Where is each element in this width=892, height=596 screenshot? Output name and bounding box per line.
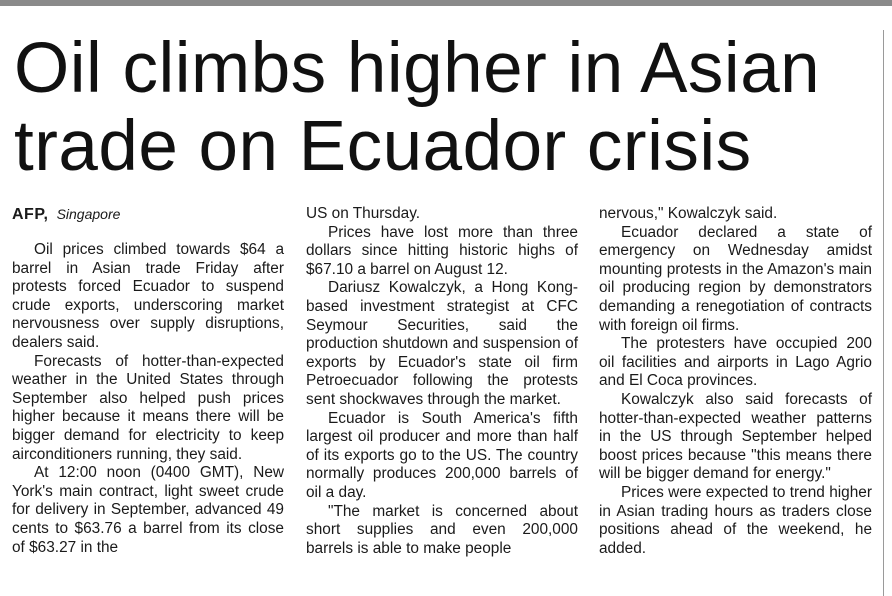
paragraph-continued: US on Thursday. [306,205,421,222]
article-column-2 [306,205,578,558]
top-border-bar [0,0,892,6]
paragraph: "The market is concerned about short supplies and even 200,000 barrels is able to make people [306,502,578,557]
paragraph: Oil prices climbed towards $64 a barrel in Asian trade Friday after protests forced Ecuador to suspend crude exports, underscoring market nervousness over supply disruptions, dealers said. [12,241,284,351]
headline-line-2: trade on Ecuador crisis [14,107,752,186]
paragraph: Prices have lost more than three dollars since hitting historic highs of $67.10 a barrel on August 12. [306,223,578,278]
article-column-3 [599,205,872,558]
paragraph: Forecasts of hotter-than-expected weather in the United States through September also helped push prices higher because it means there will be bigger demand for electricity to keep airconditioners running, they said. [12,352,284,463]
paragraph: Kowalczyk also said forecasts of hotter-than-expected weather patterns in the US through September helped boost prices because "this means there will be bigger demand for energy." [599,390,872,483]
paragraph: Ecuador declared a state of emergency on Wednesday amidst mounting protests in the Amazon's main oil producing region by demonstrators demanding a renegotiation of contracts with foreign oil firms. [599,223,872,334]
headline-line-1: Oil climbs higher in Asian [14,29,821,108]
byline [12,205,284,231]
paragraph: Dariusz Kowalczyk, a Hong Kong-based investment strategist at CFC Seymour Securities, said the production shutdown and suspension of exports by Ecuador's state oil firm Petroecuador following the protests sent shockwaves through the market. [306,279,578,408]
byline-agency: AFP, [12,206,49,223]
paragraph: Ecuador is South America's fifth largest oil producer and more than half of its exports go to the US. The country normally produces 200,000 barrels of oil a day. [306,409,578,501]
paragraph: At 12:00 noon (0400 GMT), New York's main contract, light sweet crude for delivery in September, advanced 49 cents to $63.76 a barrel from its close of $63.27 in the [12,464,284,556]
headline [14,30,884,186]
paragraph-continued: nervous," Kowalczyk said. [599,205,778,222]
paragraph: Prices were expected to trend higher in Asian trading hours as traders close positions ahead of the weekend, he added. [599,483,872,557]
article-column-1 [12,205,284,557]
paragraph: The protesters have occupied 200 oil facilities and airports in Lago Agrio and El Coca provinces. [599,335,872,390]
byline-place: Singapore [56,206,121,222]
